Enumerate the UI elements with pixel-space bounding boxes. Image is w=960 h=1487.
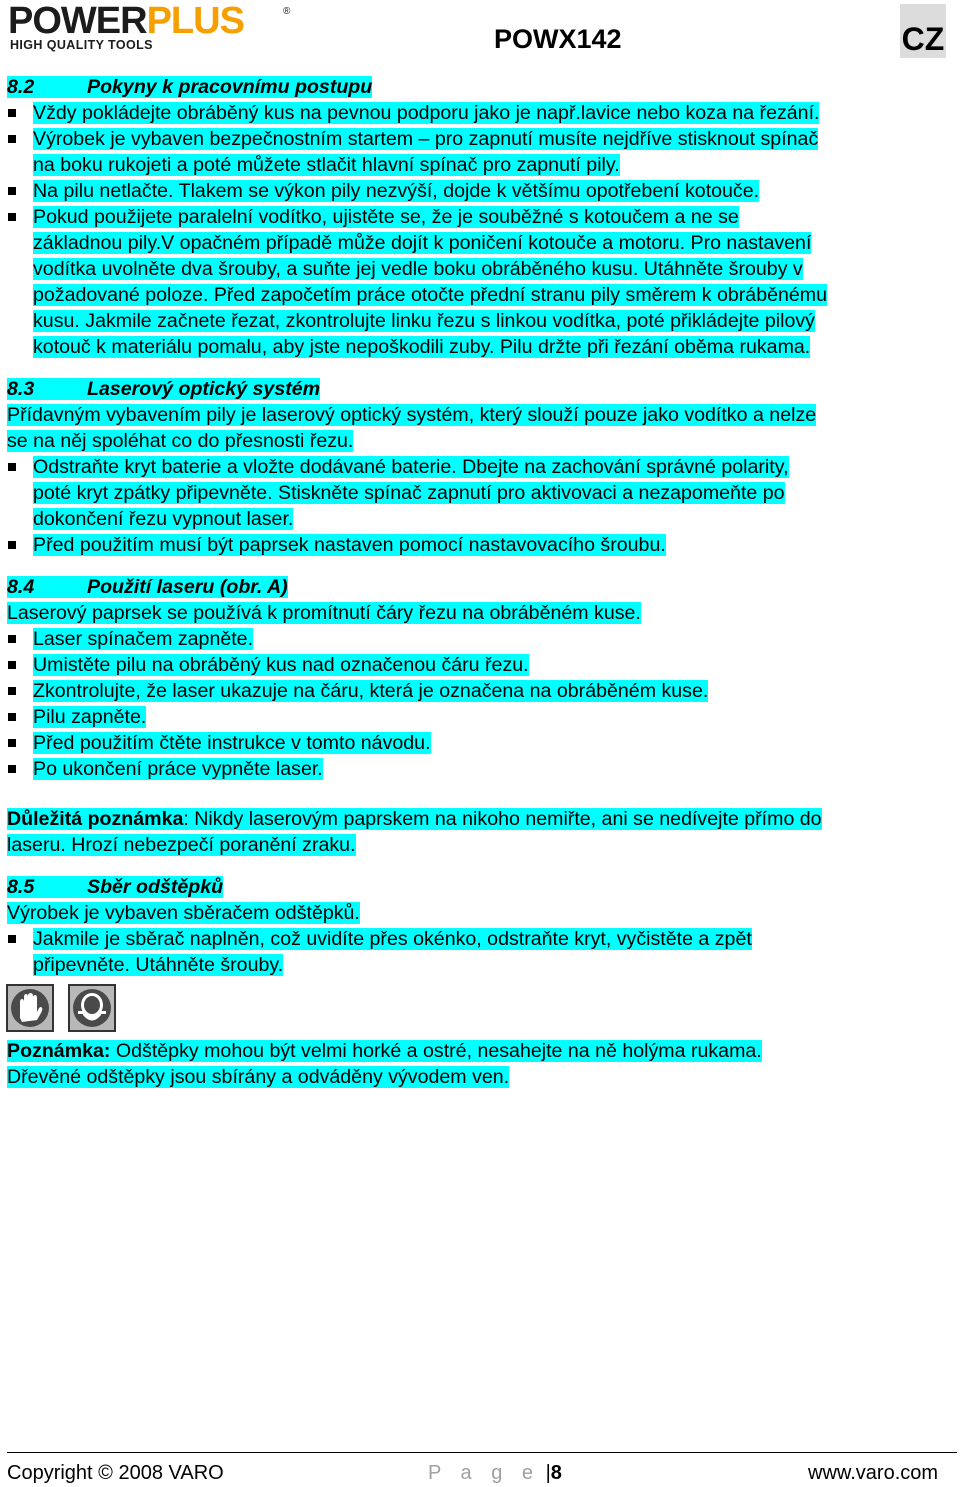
section-heading-8-3: 8.3 Laserový optický systém (7, 378, 321, 400)
note-continuation: Dřevěné odštěpky jsou sbírány a odváděny vývodem ven. (7, 1066, 510, 1088)
paragraph-line: Přídavným vybavením pily je laserový optický systém, který slouží pouze jako vodítko a nelze (7, 404, 817, 426)
list-item-continuation: kusu. Jakmile začnete řezat, zkontrolujte linku řezu s linkou vodítka, poté přikládejte pilový (33, 310, 815, 332)
important-note-label: Důležitá poznámka (7, 808, 184, 830)
important-note: Důležitá poznámka: Nikdy laserovým paprskem na nikoho nemiřte, ani se nedívejte přímo do (7, 808, 822, 830)
list-item: Na pilu netlačte. Tlakem se výkon pily nezvýší, dojde k většímu opotřebení kotouče. (7, 178, 955, 204)
list-item-continuation: na boku rukojeti a poté můžete stlačit hlavní spínač pro zapnutí pily. (33, 154, 620, 176)
page-number: 8 (550, 1462, 562, 1484)
logo-registered-mark: ® (283, 6, 291, 17)
list-item: Před použitím musí být paprsek nastaven pomocí nastavovacího šroubu. (7, 532, 955, 558)
list-item-continuation: poté kryt zpátky připevněte. Stiskněte spínač zapnutí pro aktivovaci a nezapomeňte po (33, 482, 785, 504)
list-item: Pilu zapněte. (7, 704, 955, 730)
chip-note-block (7, 1038, 955, 1090)
model-number: POWX142 (494, 24, 622, 54)
logo-wordmark: POWERPLUS (8, 0, 244, 42)
list-item-continuation: dokončení řezu vypnout laser. (33, 508, 294, 530)
section-heading-8-5: 8.5 Sběr odštěpků (7, 876, 224, 898)
note-label: Poznámka: (7, 1040, 111, 1062)
page-indicator: P a g e |8 (428, 1462, 562, 1484)
note: Poznámka: Odštěpky mohou být velmi horké a ostré, nesahejte na ně holýma rukama. (7, 1040, 762, 1062)
list-item: Zkontrolujte, že laser ukazuje na čáru, která je označena na obráběném kuse. (7, 678, 955, 704)
list-item: Jakmile je sběrač naplněn, což uvidíte přes okénko, odstraňte kryt, vyčistěte a zpět (7, 926, 955, 952)
gloves-icon (6, 984, 54, 1032)
list-item-continuation: požadované poloze. Před započetím práce otočte přední stranu pily směrem k obráběnému (33, 284, 827, 306)
dust-mask-icon (68, 984, 116, 1032)
powerplus-logo (8, 0, 291, 54)
list-item-continuation: vodítka uvolněte dva šrouby, a suňte jej vedle boku obráběného kusu. Utáhněte šrouby v (33, 258, 803, 280)
paragraph-line: Laserový paprsek se používá k promítnutí čáry řezu na obráběném kuse. (7, 602, 641, 624)
copyright: Copyright © 2008 VARO (7, 1462, 224, 1484)
list-item: Výrobek je vybaven bezpečnostním startem – pro zapnutí musíte nejdříve stisknout spínač (7, 126, 955, 152)
page-header (0, 0, 960, 70)
list-item: Pokud použijete paralelní vodítko, ujistěte se, že je souběžné s kotoučem a ne se (7, 204, 955, 230)
list-item: Odstraňte kryt baterie a vložte dodávané baterie. Dbejte na zachování správné polarity, (7, 454, 955, 480)
paragraph-line: se na něj spoléhat co do přesnosti řezu. (7, 430, 354, 452)
website-link[interactable]: www.varo.com (808, 1462, 939, 1484)
list-item-continuation: připevněte. Utáhněte šrouby. (33, 954, 284, 976)
footer-divider (7, 1452, 957, 1453)
list-item: Laser spínačem zapněte. (7, 626, 955, 652)
list-item: Po ukončení práce vypněte laser. (7, 756, 955, 782)
logo-tagline: HIGH QUALITY TOOLS (10, 38, 153, 52)
section-heading-8-4: 8.4 Použití laseru (obr. A) (7, 576, 288, 598)
list-item-continuation: kotouč k materiálu pomalu, aby jste nepoškodili zuby. Pilu držte při řezání oběma rukama. (33, 336, 811, 358)
language-badge: CZ (900, 4, 946, 58)
list-item-continuation: základnou pily.V opačném případě může dojít k poničení kotouče a motoru. Pro nastavení (33, 232, 812, 254)
section-heading-8-2: 8.2 Pokyny k pracovnímu postupu (7, 76, 373, 98)
list-item: Vždy pokládejte obráběný kus na pevnou podporu jako je např.lavice nebo koza na řezání. (7, 100, 955, 126)
list-item: Před použitím čtěte instrukce v tomto návodu. (7, 730, 955, 756)
manual-content (7, 74, 955, 978)
list-item: Umistěte pilu na obráběný kus nad označenou čáru řezu. (7, 652, 955, 678)
important-note-continuation: laseru. Hrozí nebezpečí poranění zraku. (7, 834, 356, 856)
paragraph-line: Výrobek je vybaven sběračem odštěpků. (7, 902, 360, 924)
